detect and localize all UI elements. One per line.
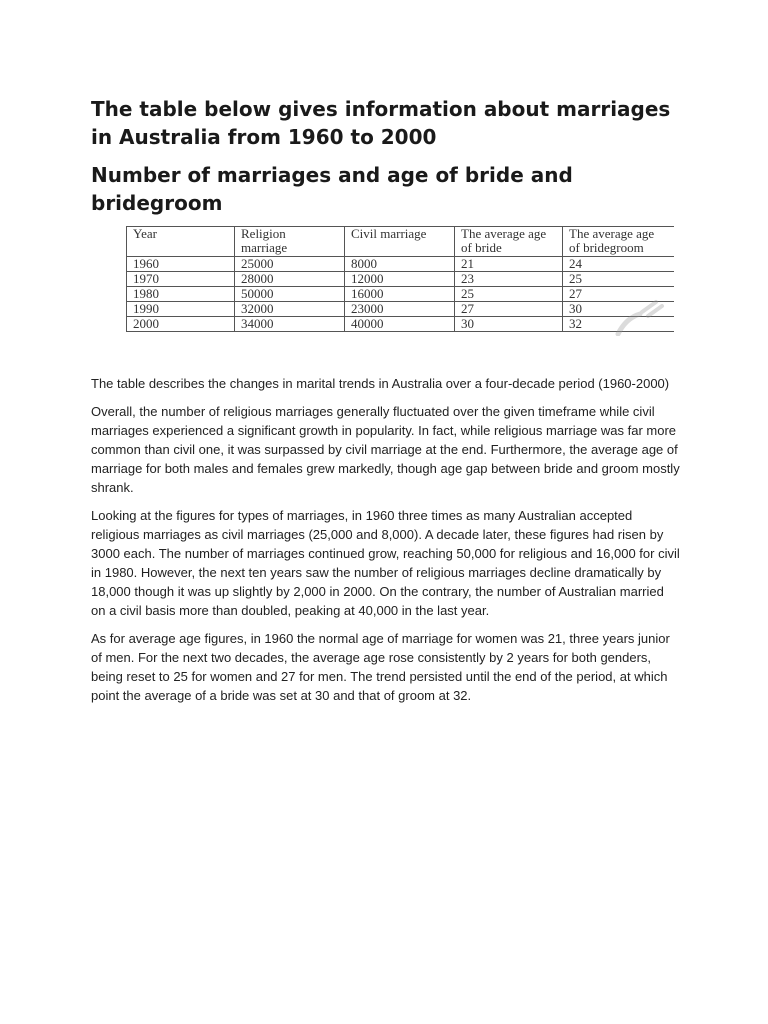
paragraph-intro: The table describes the changes in marital trends in Australia over a four-decade period (1960-2000) [91, 376, 670, 391]
marriage-table-image [126, 226, 674, 335]
cell-religion: 25000 [235, 257, 345, 272]
header-religion-marriage: Religion marriage [235, 227, 345, 257]
table-row [127, 257, 675, 272]
cell-bride-age: 21 [455, 257, 563, 272]
watermark-mark [612, 296, 672, 336]
header-year: Year [127, 227, 235, 257]
essay-body [91, 374, 681, 714]
table-row [127, 317, 675, 332]
table-row [127, 272, 675, 287]
cell-groom-age: 30 [563, 302, 675, 317]
cell-religion: 34000 [235, 317, 345, 332]
cell-year: 1970 [127, 272, 235, 287]
cell-bride-age: 25 [455, 287, 563, 302]
cell-groom-age: 25 [563, 272, 675, 287]
cell-year: 1990 [127, 302, 235, 317]
cell-civil: 12000 [345, 272, 455, 287]
page-title: The table below gives information about marriages in Australia from 1960 to 2000 [91, 97, 671, 149]
paragraph-average-age: As for average age figures, in 1960 the normal age of marriage for women was 21, three years junior of men. For the next two decades, the average age rose consistently by 2 years for both genders, being reset to 25 for women and 27 for men. The trend persisted until the end of the period, at which point the average of a bride was set at 30 and that of groom at 32. [91, 631, 670, 703]
watermark-glyph [612, 296, 672, 336]
cell-religion: 50000 [235, 287, 345, 302]
cell-groom-age: 32 [563, 317, 675, 332]
cell-civil: 40000 [345, 317, 455, 332]
header-bride-age: The average age of bride [455, 227, 563, 257]
table-row [127, 287, 675, 302]
cell-groom-age: 24 [563, 257, 675, 272]
cell-bride-age: 27 [455, 302, 563, 317]
header-civil-marriage: Civil marriage [345, 227, 455, 257]
header-bridegroom-age: The average age of bridegroom [563, 227, 675, 257]
marriage-table [126, 226, 674, 332]
table-header-row [127, 227, 675, 257]
paragraph-marriage-types: Looking at the figures for types of marriages, in 1960 three times as many Australian accepted religious marriages as civil marriages (25,000 and 8,000). A decade later, these figures had risen by 3000 each. The number of marriages continued grow, reaching 50,000 for religious and 16,000 for civil in 1980. However, the next ten years saw the number of religious marriages decline dramatically by 18,000 though it was up slightly by 2,000 in 2000. On the contrary, the number of Australian married on a civil basis more than doubled, peaking at 40,000 in the last year. [91, 508, 680, 618]
paragraph-overview: Overall, the number of religious marriages generally fluctuated over the given timeframe while civil marriages experienced a significant growth in popularity. In fact, while religious marriage was far more common than civil one, it was surpassed by civil marriage at the end. Furthermore, the average age of marriage for both males and females grew markedly, though age gap between bride and groom mostly shrank. [91, 404, 680, 495]
cell-year: 2000 [127, 317, 235, 332]
cell-civil: 23000 [345, 302, 455, 317]
cell-groom-age: 27 [563, 287, 675, 302]
cell-religion: 28000 [235, 272, 345, 287]
cell-religion: 32000 [235, 302, 345, 317]
cell-civil: 8000 [345, 257, 455, 272]
cell-civil: 16000 [345, 287, 455, 302]
table-row [127, 302, 675, 317]
cell-year: 1980 [127, 287, 235, 302]
table-subtitle: Number of marriages and age of bride and bridegroom [91, 163, 573, 215]
cell-bride-age: 30 [455, 317, 563, 332]
cell-year: 1960 [127, 257, 235, 272]
cell-bride-age: 23 [455, 272, 563, 287]
